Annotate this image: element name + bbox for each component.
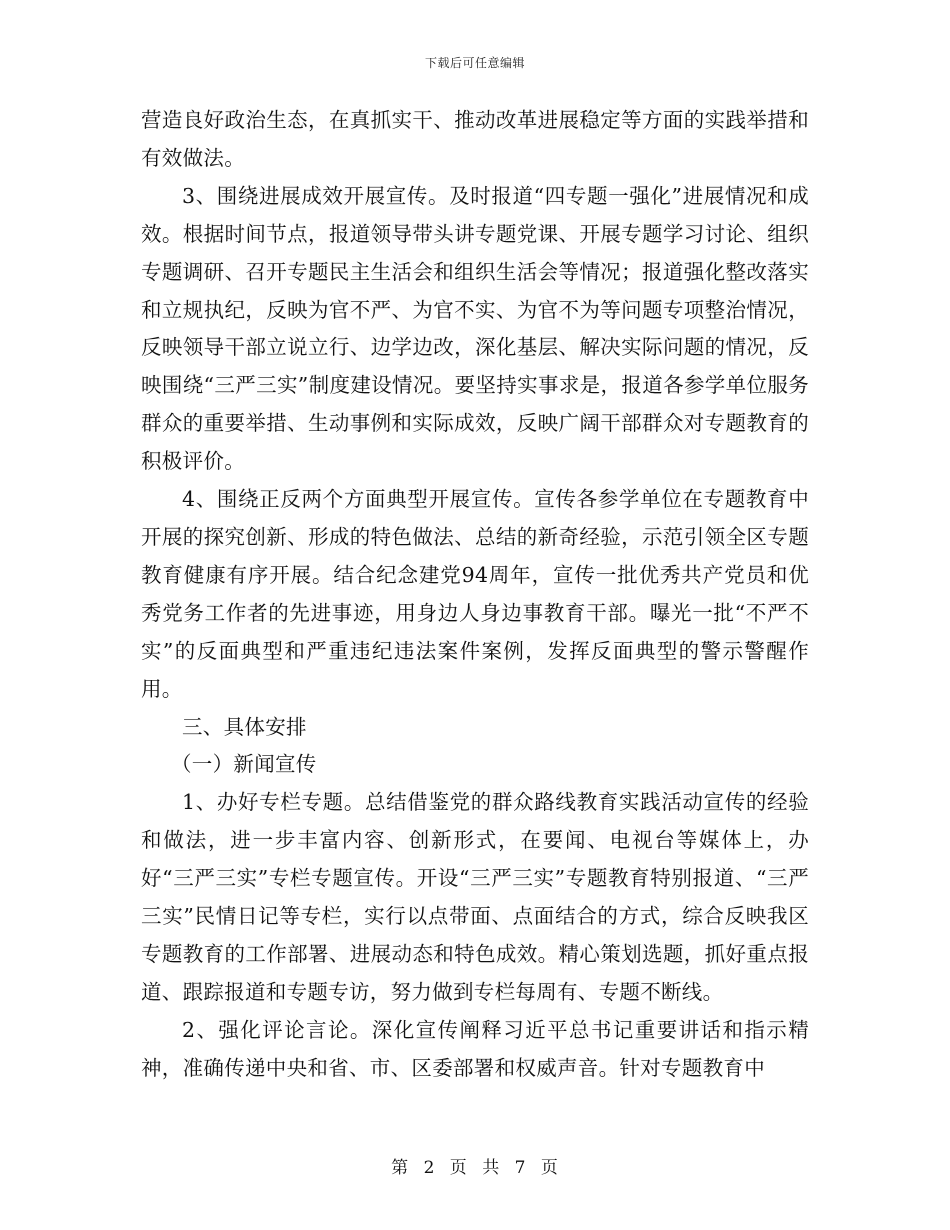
paragraph-item-2: 2、强化评论言论。深化宣传阐释习近平总书记重要讲话和指示精神，准确传递中央和省、市、区委部署和权威声音。针对专题教育中 xyxy=(141,1017,809,1080)
footer-label-total: 共 xyxy=(482,1158,501,1178)
footer-label-page: 第 xyxy=(391,1158,410,1178)
footer-current-page: 2 xyxy=(423,1158,436,1178)
subsection-heading: （一）新闻宣传 xyxy=(171,752,317,777)
footer-total-pages: 7 xyxy=(514,1158,527,1178)
footer-label-end: 页 xyxy=(540,1158,559,1178)
footer-label-of: 页 xyxy=(449,1158,468,1178)
document-body xyxy=(141,102,809,1088)
paragraph-continuation: 营造良好政治生态，在真抓实干、推动改革进展稳定等方面的实践举措和有效做法。 xyxy=(141,108,809,170)
section-heading: 三、具体安排 xyxy=(182,714,307,739)
page-footer xyxy=(0,1153,950,1178)
paragraph-item-4: 4、围绕正反两个方面典型开展宣传。宣传各参学单位在专题教育中开展的探究创新、形成的特色做法、总结的新奇经验，示范引领全区专题教育健康有序开展。结合纪念建党94周年，宣传一批优秀共产党员和优秀党务工作者的先进事迹，用身边人身边事教育干部。曝光一批“不严不实”的反面典型和严重违纪违法案件案例，发挥反面典型的警示警醒作用。 xyxy=(141,487,809,701)
paragraph-item-1: 1、办好专栏专题。总结借鉴党的群众路线教育实践活动宣传的经验和做法，进一步丰富内容、创新形式，在要闻、电视台等媒体上，办好“三严三实”专栏专题宣传。开设“三严三实”专题教育特别报道、“三严三实”民情日记等专栏，实行以点带面、点面结合的方式，综合反映我区专题教育的工作部署、进展动态和特色成效。精心策划选题，抓好重点报道、跟踪报道和专题专访，努力做到专栏每周有、专题不断线。 xyxy=(141,790,809,1004)
page-header: 下载后可任意编辑 xyxy=(424,56,525,70)
paragraph-item-3: 3、围绕进展成效开展宣传。及时报道“四专题一强化”进展情况和成效。根据时间节点，报道领导带头讲专题党课、开展专题学习讨论、组织专题调研、召开专题民主生活会和组织生活会等情况；报道强化整改落实和立规执纪，反映为官不严、为官不实、为官不为等问题专项整治情况，反映领导干部立说立行、边学边改，深化基层、解决实际问题的情况，反映围绕“三严三实”制度建设情况。要坚持实事求是，报道各参学单位服务群众的重要举措、生动事例和实际成效，反映广阔干部群众对专题教育的积极评价。 xyxy=(141,183,809,474)
